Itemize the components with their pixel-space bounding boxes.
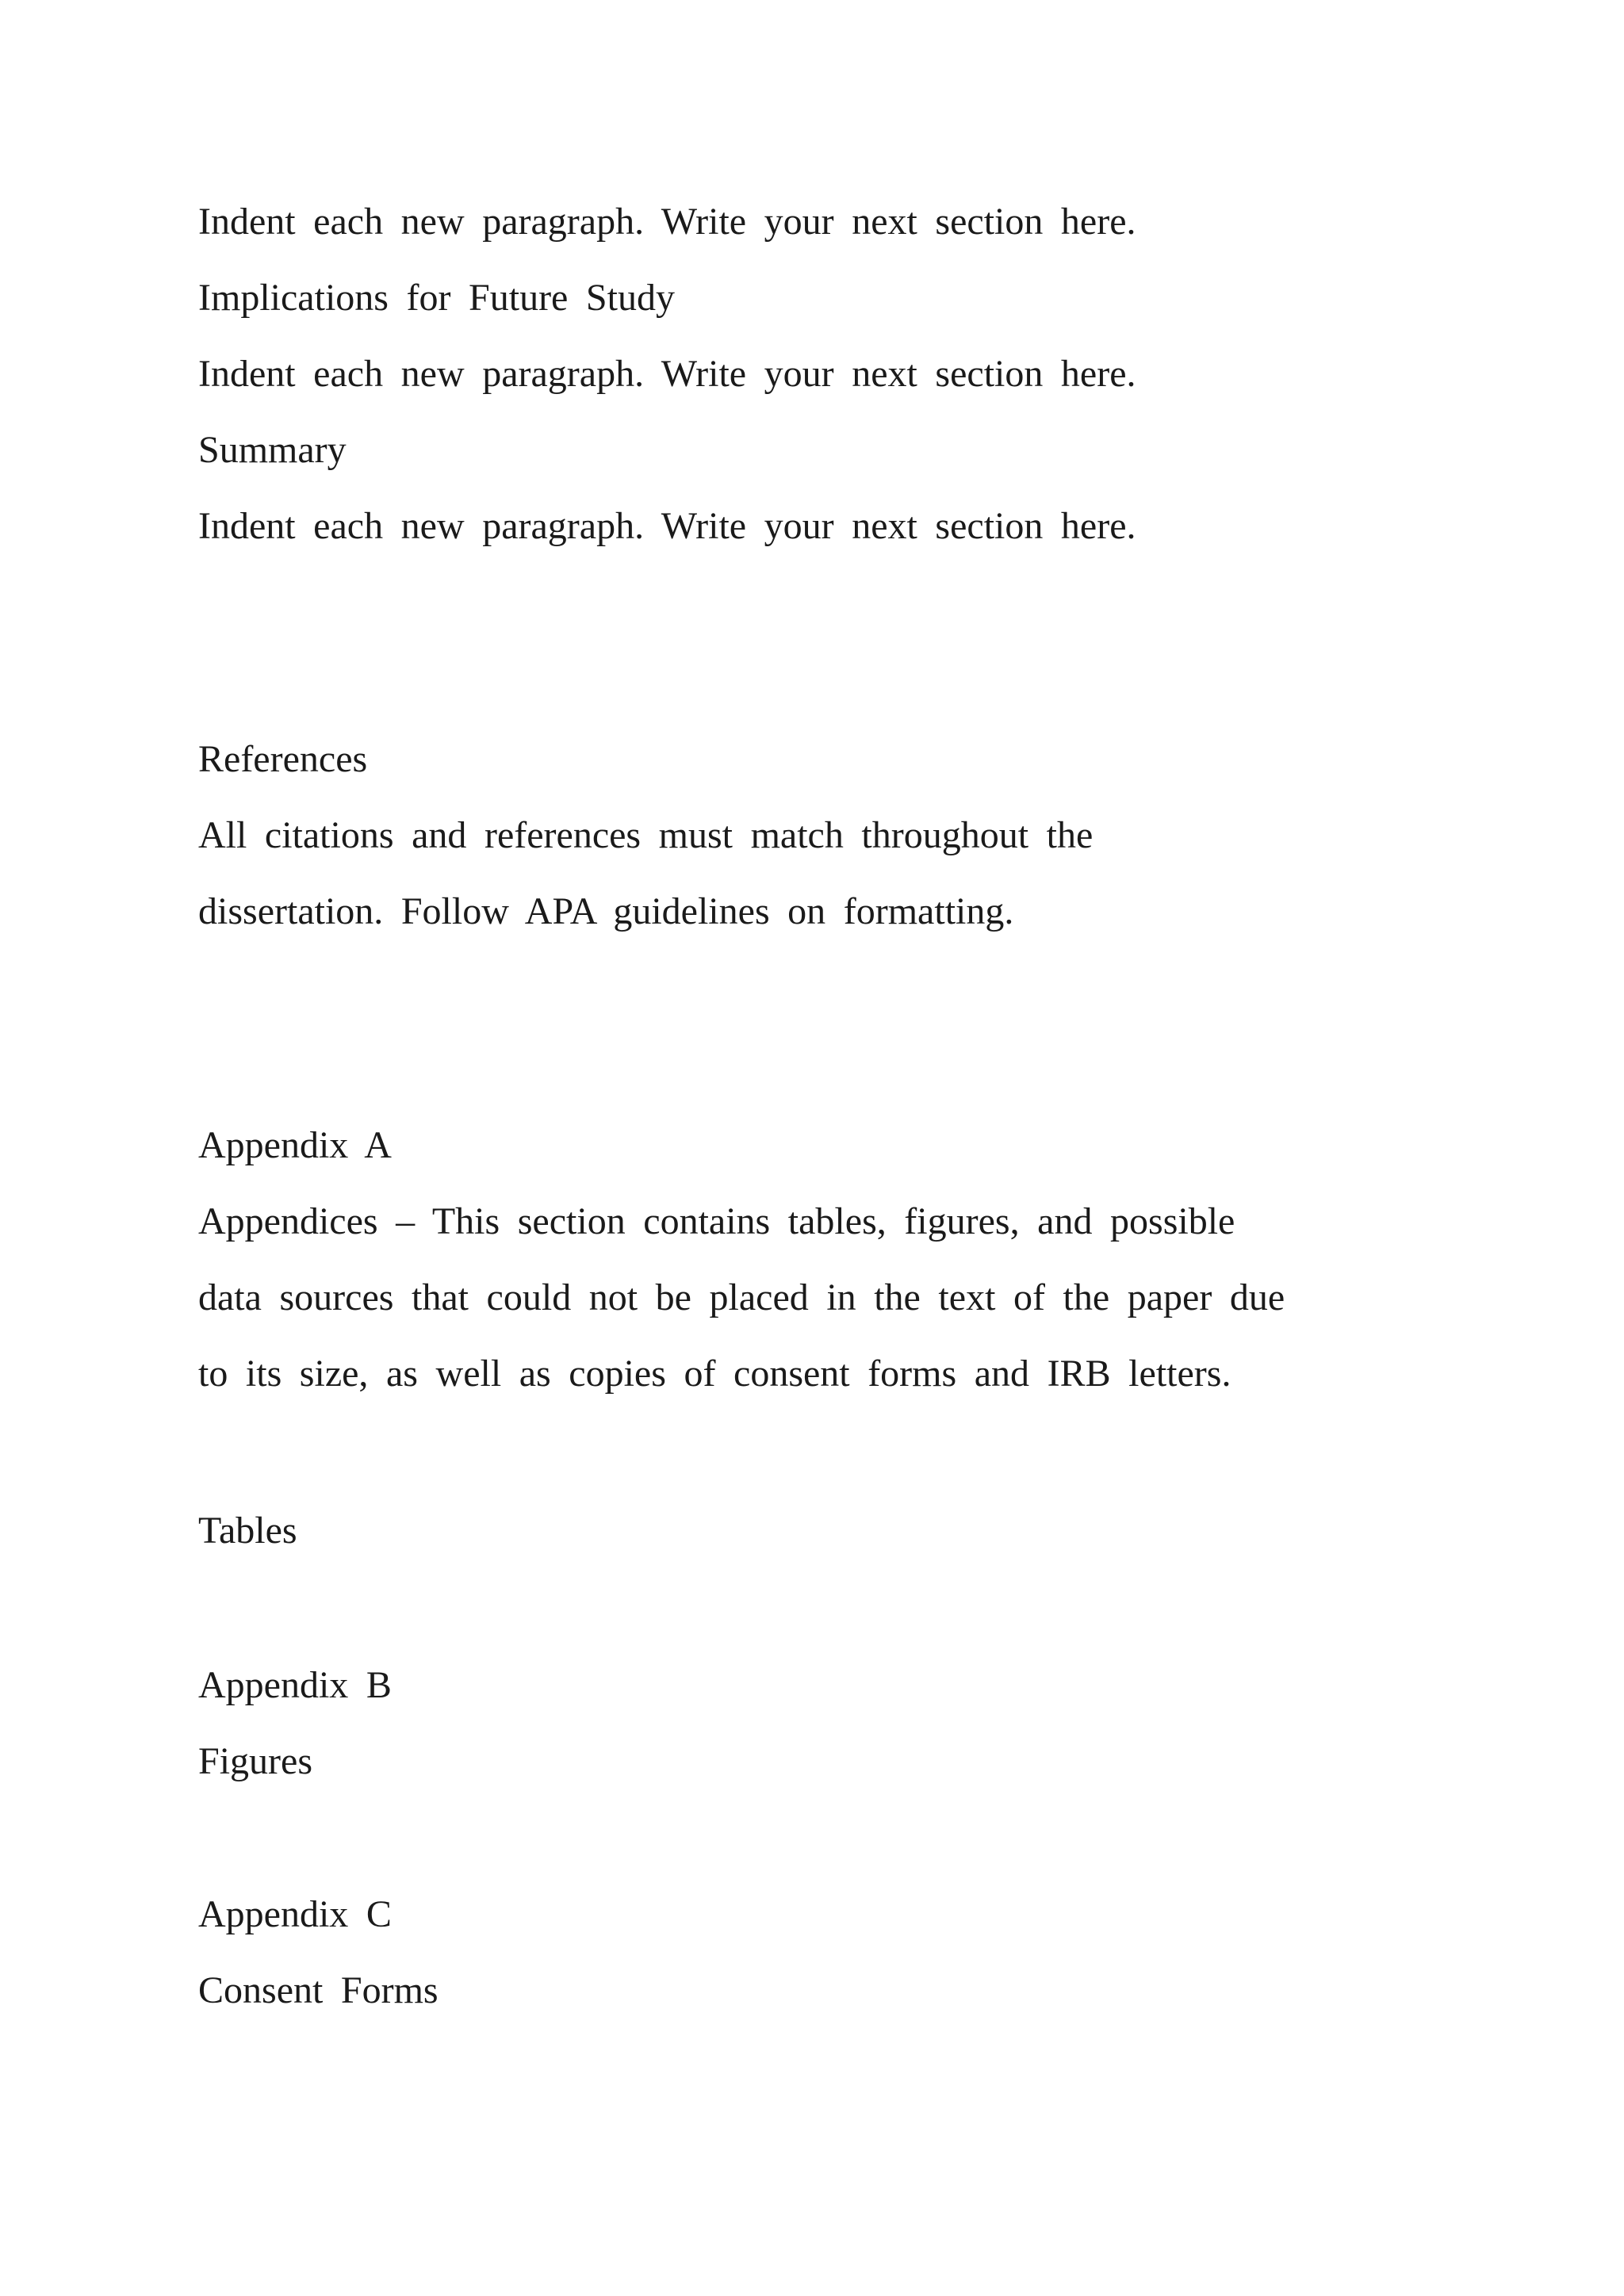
appendix-a-line: data sources that could not be placed in the text of the paper due [198, 1276, 1285, 1318]
tables-heading: Tables [198, 1510, 297, 1552]
consent-forms-heading: Consent Forms [198, 1969, 439, 2011]
references-heading: References [198, 738, 368, 780]
implications-heading: Implications for Future Study [198, 277, 675, 319]
appendix-a-line: to its size, as well as copies of consent forms and IRB letters. [198, 1353, 1231, 1395]
appendix-a-line: Appendices – This section contains tables, figures, and possible [198, 1200, 1235, 1242]
references-line: dissertation. Follow APA guidelines on formatting. [198, 890, 1014, 932]
implications-paragraph: Indent each new paragraph. Write your next section here. [198, 353, 1136, 395]
appendix-c-heading: Appendix C [198, 1893, 392, 1935]
appendix-b-heading: Appendix B [198, 1664, 392, 1706]
summary-paragraph: Indent each new paragraph. Write your next section here. [198, 505, 1136, 547]
figures-heading: Figures [198, 1740, 312, 1782]
references-line: All citations and references must match throughout the [198, 814, 1094, 856]
summary-heading: Summary [198, 429, 347, 471]
discussion-paragraph: Indent each new paragraph. Write your next section here. [198, 201, 1136, 243]
appendix-a-heading: Appendix A [198, 1124, 392, 1166]
